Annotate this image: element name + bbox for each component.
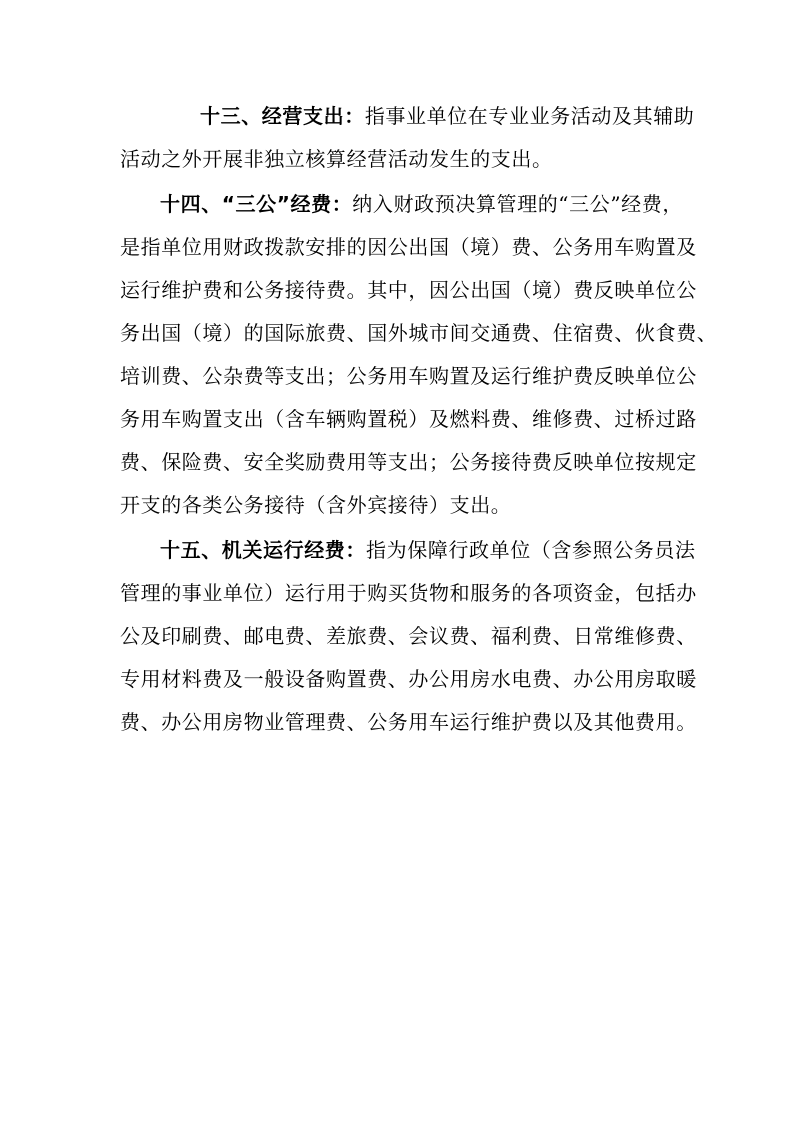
section-14-line-3: [120, 276, 697, 304]
section-15-heading: 十五、机关运行经费：: [160, 538, 366, 562]
section-13-heading: 十三、经营支出：: [200, 104, 365, 128]
section-15-line-2: [120, 579, 697, 607]
section-15-text-4: 专用材料费及一般设备购置费、办公用房水电费、办公用房取暖: [120, 667, 697, 691]
section-14-line-2: [120, 233, 697, 261]
section-15-text-5: 费、办公用房物业管理费、公务用车运行维护费以及其他费用。: [120, 710, 697, 734]
section-15-text-1: 指为保障行政单位（含参照公务员法: [366, 538, 696, 562]
section-15-line-4: [120, 665, 697, 693]
section-14-text-2: 是指单位用财政拨款安排的因公出国（境）费、公务用车购置及: [120, 235, 697, 259]
section-14-text-3: 运行维护费和公务接待费。其中，因公出国（境）费反映单位公: [120, 278, 697, 302]
section-15-text-2: 管理的事业单位）运行用于购买货物和服务的各项资金，包括办: [120, 581, 697, 605]
section-14-line-1: [160, 190, 683, 218]
section-15-line-3: [120, 622, 697, 650]
section-14-text-6: 务用车购置支出（含车辆购置税）及燃料费、维修费、过桥过路: [120, 407, 697, 431]
section-14-text-1: 纳入财政预决算管理的“三公”经费，: [352, 192, 683, 216]
section-14-line-7: [120, 448, 697, 476]
section-14-heading: 十四、“三公”经费：: [160, 192, 353, 216]
section-14-text-7: 费、保险费、安全奖励费用等支出；公务接待费反映单位按规定: [120, 450, 697, 474]
section-14-text-8: 开支的各类公务接待（含外宾接待）支出。: [120, 493, 512, 517]
section-15-line-5: [120, 708, 697, 736]
section-14-line-6: [120, 405, 697, 433]
section-13-text-1: 指事业单位在专业业务活动及其辅助: [364, 104, 695, 128]
section-13-line-1: [200, 102, 694, 130]
section-14-line-4: [120, 319, 717, 347]
section-15-text-3: 公及印刷费、邮电费、差旅费、会议费、福利费、日常维修费、: [120, 624, 697, 648]
section-14-line-8: [120, 491, 511, 519]
section-14-text-5: 培训费、公杂费等支出；公务用车购置及运行维护费反映单位公: [120, 364, 697, 388]
section-15-line-1: [160, 536, 696, 564]
section-13-line-2: [120, 145, 553, 173]
section-14-line-5: [120, 362, 697, 390]
section-14-text-4: 务出国（境）的国际旅费、国外城市间交通费、住宿费、伙食费、: [120, 321, 718, 345]
section-13-text-2: 活动之外开展非独立核算经营活动发生的支出。: [120, 147, 553, 171]
